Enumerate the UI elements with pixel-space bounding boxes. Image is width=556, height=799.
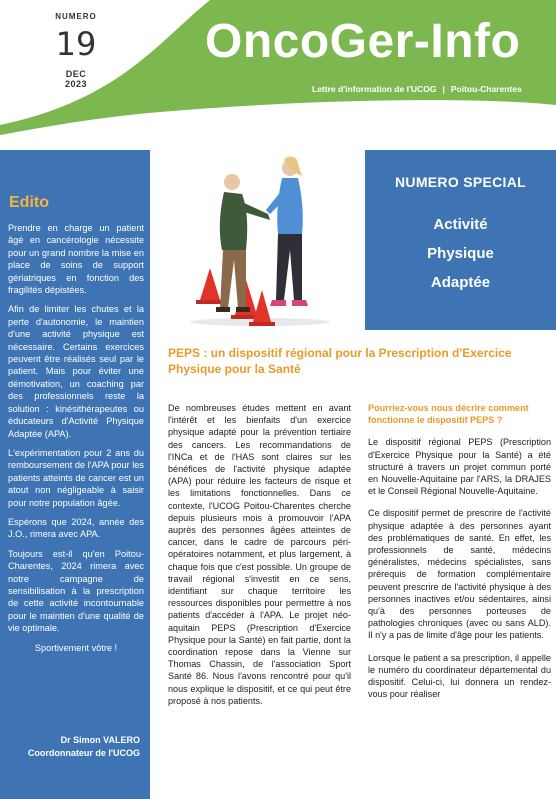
issue-year: 2023 [64,79,88,89]
issue-number: 19 [55,25,97,63]
special-issue-box [365,150,556,330]
tagline-left: Lettre d'information de l'UCOG [312,84,437,94]
issue-block [46,12,106,89]
article-paragraph: Lorsque le patient a sa prescription, il appelle le numéro du coordinateur départemental du dispositif. Celui-ci, lui donnera un rendez-vous pour réaliser [368,652,551,700]
article-paragraph: Ce dispositif permet de prescrire de l'activité physique adaptée à des personnes ayant des problématiques de santé. En effet, les professionnels de santé, médecins généralistes, médecins spécialistes, sans prérequis de formation complémentaire peuvent prescrire de l'activité physique à des personnes inactives et/ou sédentaires, ainsi qu'à des personnes porteuses de pathologies chroniques (avec ou sans ALD). Il n'y a pas de limite d'âge pour les patients. [368,508,551,641]
edito-paragraph: Afin de limiter les chutes et la perte d'autonomie, le maintien d'une activité physique est nécessaire. Certains exercices peuvent être réalisés seul par le patient. Mais pour éviter une démotivation, un coaching par des professionnels reste la solution : kinésithérapeutes ou éducateurs d'Activité Physique Adaptée (APA). [8,304,144,439]
signature-role: Coordonnateur de l'UCOG [27,748,140,758]
special-line-2: Physique [427,245,494,262]
tagline [312,84,522,94]
special-heading: NUMERO SPECIAL [395,174,526,190]
special-line-1: Activité [433,216,488,233]
article-paragraph: Le dispositif régional PEPS (Prescription d'Exercice Physique pour la Santé) a été structuré à travers un projet commun porté en Nouvelle-Aquitaine par l'ARS, la DRAJES et le Conseil Régional Nouvelle-Aquitaine. [368,437,551,497]
masthead [0,0,556,150]
signature-name: Dr Simon VALERO [60,735,140,745]
edito-title: Edito [9,194,49,211]
edito-signature [28,734,140,760]
newsletter-title: OncoGer-Info [205,15,521,68]
edito-paragraph: Sportivement vôtre ! [34,642,118,653]
edito-sidebar [0,150,150,799]
physiotherapist-helping-elderly-man-icon [150,150,365,330]
special-line-3: Adaptée [430,274,491,291]
issue-label: NUMERO [55,12,97,21]
edito-paragraph: Espérons que 2024, année des J.O., rimera avec APA. [8,516,144,540]
tagline-separator: | [442,84,445,94]
issue-month: DEC [65,69,87,79]
edito-paragraph: Prendre en charge un patient âgé en cancérologie nécessite pour un grand nombre la mise en place de soins de support gériatriques en fonction des fragilités dépistées. [8,223,144,296]
article-headline: PEPS : un dispositif régional pour la Prescription d'Exercice Physique pour la Santé [168,346,512,376]
interview-question: Pourriez-vous nous décrire comment fonctionne le dispositif PEPS ? [368,403,529,426]
article-column-2 [368,402,551,710]
article-paragraph: De nombreuses études mettent en avant l'intérêt et les bienfaits d'un exercice physique adapté pour la prévention tertiaire des cancers. Les recommandations de l'INCa et de l'HAS sont claires sur les bénéfices de l'activité physique adaptée (APA) pour réduire les facteurs de risque et les limitations fonctionnelles. Dans ce contexte, l'UCOG Poitou-Charentes cherche depuis plusieurs mois à promouvoir l'APA auprès des personnes âgées atteintes de cancer, dans le cadre de parcours péri-opératoires notamment, et plus largement, à chaque fois que c'est possible. Un groupe de travail régional s'investit en ce sens, identifiant sur chaque territoire les ressources disponibles pour permettre à nos patients d'accéder à l'APA. Le projet néo-aquitain PEPS (Prescription d'Exercice Physique pour la Santé) en fait partie, dont la coordination repose dans la Vienne sur Thomas Chassin, de l'association Sport Santé 86. Nous l'avons rencontré pour qu'il nous explique le dispositif, et ce qui peut être proposé à nos patients. [168,403,351,706]
article-column-1 [168,402,351,717]
tagline-right: Poitou-Charentes [450,84,522,94]
edito-paragraph: L'expérimentation pour 2 ans du remboursement de l'APA pour les patients atteints de cancer est un atout non négligeable à saisir pour notre population âgée. [8,447,144,508]
edito-body [8,222,144,661]
edito-paragraph: Toujours est-il qu'en Poitou-Charentes, 2024 rimera avec notre campagne de sensibilisation à la prescription de cette activité incontournable pour le maintien d'une qualité de vie optimale. [8,548,144,634]
